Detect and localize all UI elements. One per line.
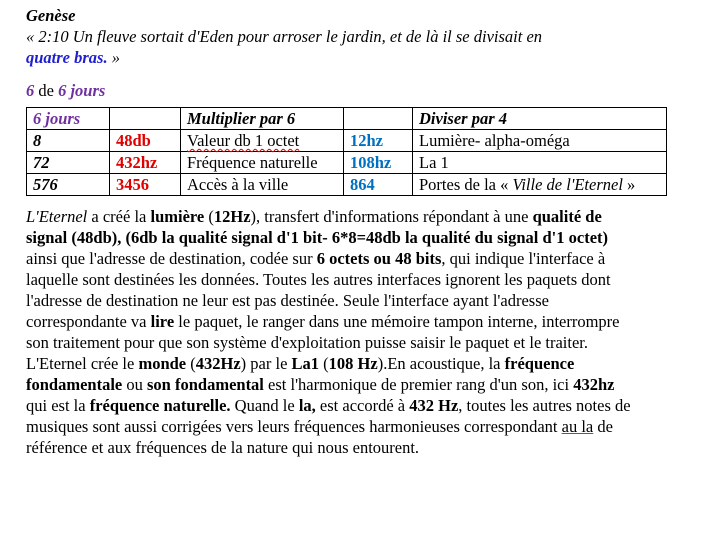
table-row <box>27 130 667 152</box>
table-cell: 72 <box>27 152 110 174</box>
table-cell: 864 <box>344 174 413 196</box>
text-run-underlined: au la <box>561 417 594 436</box>
cell-text: Portes de la « <box>419 175 513 194</box>
text-run: est accordé à <box>315 396 410 415</box>
body-paragraph <box>26 206 636 458</box>
header-cell: Diviser par 4 <box>413 108 667 130</box>
text-run: son fondamental <box>147 375 264 394</box>
cell-italic-text: Ville de l'Eternel <box>512 175 623 194</box>
verse <box>26 26 676 68</box>
text-run: 108 Hz <box>328 354 378 373</box>
text-run: ), transfert d'informations répondant à une <box>250 207 533 226</box>
cell-text: » <box>622 175 636 194</box>
text-run: a créé la <box>87 207 151 226</box>
text-run: L'Eternel <box>26 207 88 226</box>
table-cell <box>181 130 344 152</box>
header-cell <box>110 108 181 130</box>
text-run: est l'harmonique de premier rang d'un son, ici <box>263 375 574 394</box>
text-run: de référence et aux fréquences de la nature qui nous entourent. <box>26 417 613 457</box>
document-page <box>26 5 676 458</box>
text-run: (6db la qualité signal d'1 bit- 6*8=48db la qualité du signal d'1 octet) <box>125 228 609 247</box>
text-run: 432Hz <box>195 354 241 373</box>
table-cell: 576 <box>27 174 110 196</box>
text-run: lire <box>150 312 175 331</box>
verse-close: » <box>107 48 120 67</box>
table-cell: 12hz <box>344 130 413 152</box>
subtitle-de: de <box>34 81 59 100</box>
text-run: la, <box>298 396 316 415</box>
subtitle-jours: 6 jours <box>58 81 106 100</box>
text-run: 12Hz <box>213 207 251 226</box>
text-run: ( <box>204 207 214 226</box>
text-run: fréquence naturelle. <box>89 396 231 415</box>
table-cell: Accès à la ville <box>181 174 344 196</box>
table-cell <box>413 174 667 196</box>
text-run: ( <box>67 228 77 247</box>
table-cell: Fréquence naturelle <box>181 152 344 174</box>
verse-text: « 2:10 Un fleuve sortait d'Eden pour arroser le jardin, et de là il se divisait en <box>26 27 543 46</box>
subtitle <box>26 80 676 101</box>
subtitle-number: 6 <box>26 81 35 100</box>
text-run: , toutes les autres notes de musiques sont aussi corrigées vers leurs fréquences harmonieuses correspondant <box>26 396 631 436</box>
text-run: Quand le <box>230 396 299 415</box>
header-cell: 6 jours <box>27 108 110 130</box>
text-run: ).En acoustique, la <box>377 354 505 373</box>
text-run: ainsi que l'adresse de destination, codée sur <box>26 249 317 268</box>
table-cell: Lumière- alpha-oméga <box>413 130 667 152</box>
text-run: 6 octets ou 48 bits <box>316 249 442 268</box>
text-run: qui est la <box>26 396 90 415</box>
text-run: La1 <box>291 354 320 373</box>
verse-quatre-bras: quatre bras. <box>26 48 108 67</box>
text-run: ( <box>319 354 329 373</box>
heading: Genèse <box>26 6 76 25</box>
table-cell: 8 <box>27 130 110 152</box>
text-run: fréquence fondamentale <box>26 354 575 394</box>
header-cell: Multiplier par 6 <box>181 108 344 130</box>
table-cell: La 1 <box>413 152 667 174</box>
table-cell: 3456 <box>110 174 181 196</box>
data-table <box>26 107 667 196</box>
text-run: monde <box>138 354 187 373</box>
table-row <box>27 174 667 196</box>
text-run: 432 Hz <box>409 396 459 415</box>
text-run: ou <box>122 375 147 394</box>
text-run: qualité de signal <box>26 207 602 247</box>
header-cell <box>344 108 413 130</box>
table-cell: 432hz <box>110 152 181 174</box>
table-header-row <box>27 108 667 130</box>
text-run: ), <box>111 228 126 247</box>
text-run: le paquet, le ranger dans une mémoire tampon interne, interrompre son traitement pour que son système d'exploitation puisse saisir le paquet et le traiter. L'Eternel crée le <box>26 312 620 373</box>
text-run: , qui indique l'interface à laquelle sont destinées les données. Toutes les autres interfaces ignorent les paquets dont l'adresse de destination ne leur est pas destinée. Seule l'interface ayant l'adresse correspondante va <box>26 249 611 331</box>
table-cell-text: Valeur db 1 octet <box>187 131 300 150</box>
table-cell: 48db <box>110 130 181 152</box>
text-run: ) par le <box>240 354 292 373</box>
table-cell: 108hz <box>344 152 413 174</box>
text-run: lumière <box>150 207 205 226</box>
text-run: 432hz <box>573 375 615 394</box>
text-run: ( <box>186 354 196 373</box>
text-run: 48db <box>76 228 112 247</box>
table-row <box>27 152 667 174</box>
